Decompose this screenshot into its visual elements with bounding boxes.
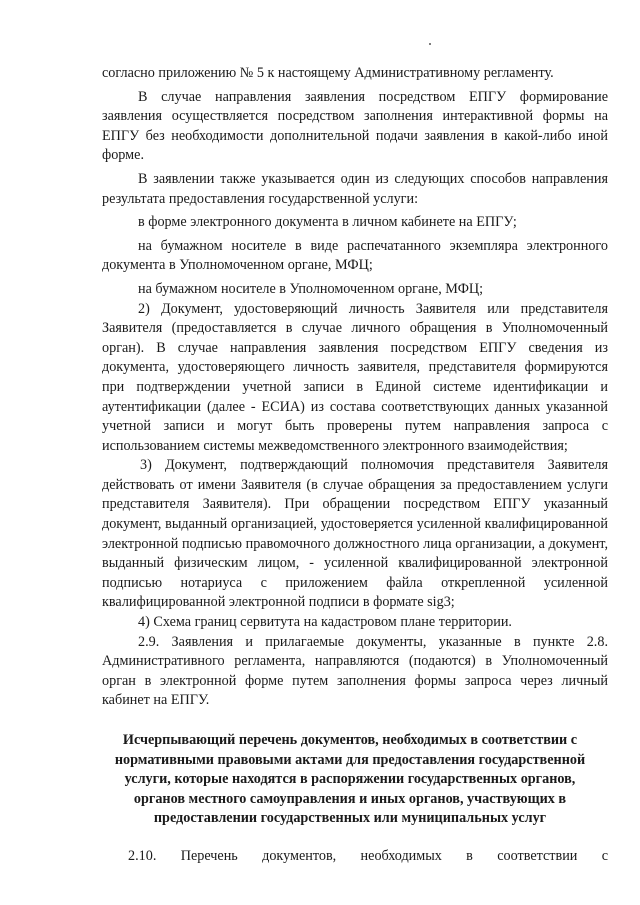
paragraph-1: согласно приложению № 5 к настоящему Административному регламенту. <box>102 65 554 81</box>
list-item-paper: на бумажном носителе в Уполномоченном органе, МФЦ; <box>138 280 484 297</box>
paragraph-authority-document: 3) Документ, подтверждающий полномочия представителя Заявителя действовать от имени Заявителя (в случае обращения за предоставлением услуги представителя Заявителя). При обращении посредством ЕПГУ указанный документ, выданный организацией, удостоверяется усиленной квалифицированной электронной подписью правомочного должностного лица организации, а документ, выданный физическим лицом, - усиленной квалифицированной электронной подписью нотариуса с приложением файла открепленной усиленной квалифицированной электронной подписи в формате sig3; <box>102 457 608 611</box>
paragraph-epgu-form: В случае направления заявления посредством ЕПГУ формирование заявления осуществляется посредством заполнения интерактивной формы на ЕПГУ без необходимости дополнительной подачи заявления в какой-либо иной форме. <box>102 88 608 164</box>
list-item-printed: на бумажном носителе в виде распечатанного экземпляра электронного документа в Уполномоченном органе, МФЦ; <box>102 237 608 274</box>
scan-speck <box>429 43 431 45</box>
paragraph-servitude-scheme: 4) Схема границ сервитута на кадастровом плане территории. <box>138 614 512 631</box>
paragraph-identity-document: 2) Документ, удостоверяющий личность Заявителя или представителя Заявителя (предоставляется в случае личного обращения в Уполномоченный орган). В случае направления заявления посредством ЕПГУ сведения из документа, удостоверяющего личность заявителя, представителя формируются при подтверждении учетной записи в Единой системе идентификации и аутентификации (далее - ЕСИА) из состава соответствующих данных указанной учетной записи и могут быть проверены путем направления запроса с использованием системы межведомственного электронного взаимодействия; <box>102 300 608 454</box>
paragraph-2-9: 2.9. Заявления и прилагаемые документы, указанные в пункте 2.8. Административного регламента, направляются (подаются) в Уполномоченный орган в электронной форме путем заполнения формы запроса через личный кабинет на ЕПГУ. <box>102 633 608 709</box>
section-heading: Исчерпывающий перечень документов, необходимых в соответствии с нормативными правовыми актами для предоставления государственной услуги, которые находятся в распоряжении государственных органов, органов местного самоуправления и иных органов, участвующих в предоставлении государственных или муниципальных услуг <box>114 732 586 827</box>
paragraph-result-methods: В заявлении также указывается один из следующих способов направления результата предоставления государственной услуги: <box>102 170 608 207</box>
list-item-electronic: в форме электронного документа в личном кабинете на ЕПГУ; <box>138 214 517 231</box>
paragraph-2-10: 2.10. Перечень документов, необходимых в соответствии с <box>128 847 608 864</box>
